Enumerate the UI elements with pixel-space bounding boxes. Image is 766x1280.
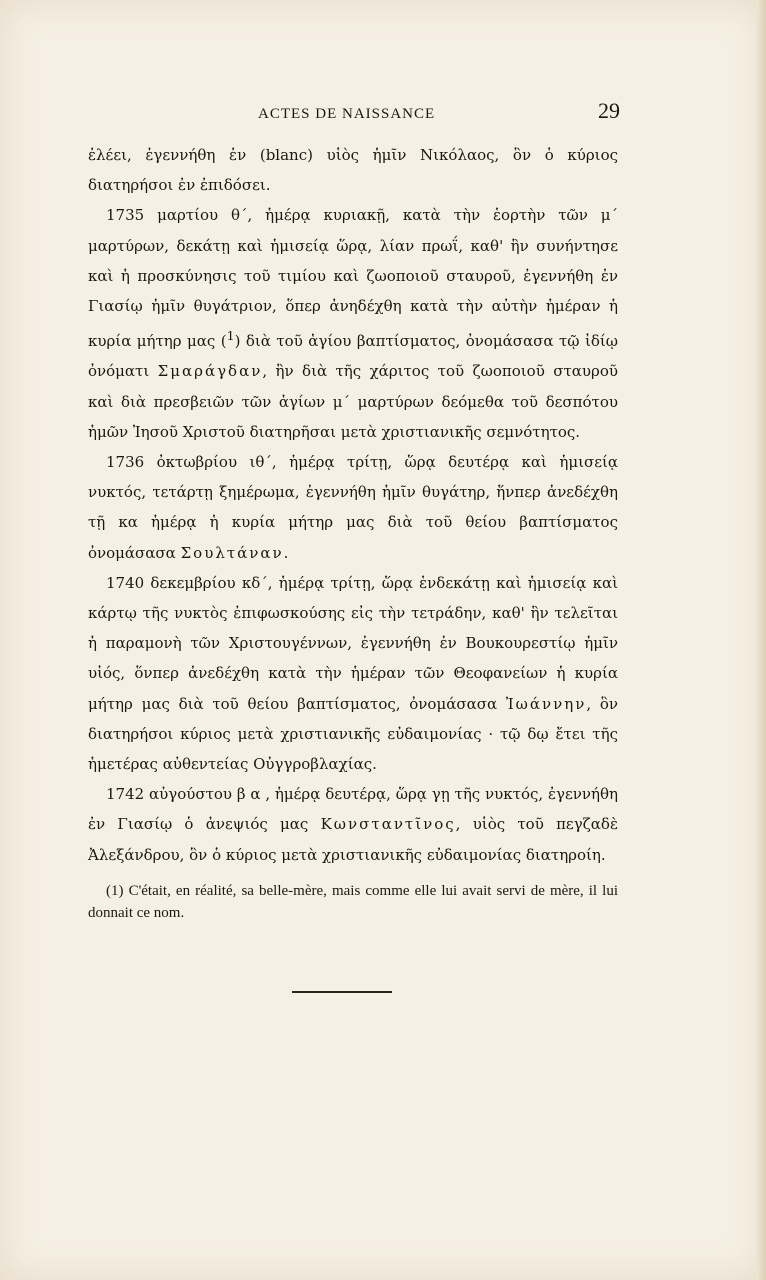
page-number: 29 bbox=[598, 98, 620, 123]
entry-1736: 1736 ὀκτωβρίου ιθ΄, ἡμέρᾳ τρίτῃ, ὥρᾳ δευτέρᾳ καὶ ἡμισείᾳ νυκτός, τετάρτῃ ξημέρωμα, ἐγεννήθη ἡμῖν θυγάτηρ, ἥνπερ ἀνεδέχθη τῇ κα ἡμέρᾳ ἡ κυρία μήτηρ μας διὰ τοῦ θείου βαπτίσματος ὀνομάσασα Σουλτάναν. bbox=[88, 453, 618, 562]
paragraph-continuation: ἐλέει, ἐγεννήθη ἐν (blanc) υἱὸς ἡμῖν Νικόλαος, ὃν ὁ κύριος διατηρήσοι ἐν ἐπιδόσει. bbox=[88, 146, 618, 195]
baptismal-name: Ἰωάννην bbox=[505, 694, 587, 713]
page-edge bbox=[756, 0, 766, 1280]
footnote-ref: 1 bbox=[226, 328, 235, 344]
main-text bbox=[88, 140, 618, 870]
footnote-text: (1) C'était, en réalité, sa belle-mère, mais comme elle lui avait servi de mère, il lui donnait ce nom. bbox=[88, 883, 618, 921]
entry-1742: 1742 αὐγούστου β α , ἡμέρᾳ δευτέρᾳ, ὥρᾳ γῃ τῆς νυκτός, ἐγεννήθη ἐν Γιασίῳ ὁ ἀνεψιός μας Κωνσταντῖνος, υἱὸς τοῦ πεγζαδὲ Ἀλεξάνδρου, ὃν ὁ κύριος μετὰ χριστιανικῆς εὐδαιμονίας διατηροίη. bbox=[88, 785, 618, 864]
end-rule bbox=[292, 991, 392, 993]
baptismal-name: Κωνσταντῖνος bbox=[320, 815, 456, 834]
footnote bbox=[88, 880, 618, 924]
page-header bbox=[90, 100, 620, 128]
entry-1735: 1735 μαρτίου θ΄, ἡμέρᾳ κυριακῇ, κατὰ τὴν ἑορτὴν τῶν μ΄ μαρτύρων, δεκάτῃ καὶ ἡμισείᾳ ὥρᾳ, λίαν πρωΐ, καθ' ἣν συνήντησε καὶ ἡ προσκύνησις τοῦ τιμίου καὶ ζωοποιοῦ σταυροῦ, ἐγεννήθη ἐν Γιασίῳ ἡμῖν θυγάτριον, ὅπερ ἀνηδέχθη κατὰ τὴν αὐτὴν ἡμέραν ἡ κυρία μήτηρ μας ($^1$) διὰ τοῦ ἁγίου βαπτίσματος, ὀνομάσασα τῷ ἰδίῳ ὀνόματι Σμαράγδαν, ἣν διὰ τῆς χάριτος τοῦ ζωοποιοῦ σταυροῦ καὶ διὰ πρεσβειῶν τῶν ἁγίων μ΄ μαρτύρων δεόμεθα τοῦ δεσπότου ἡμῶν Ἰησοῦ Χριστοῦ διατηρῆσαι μετὰ χριστιανικῆς σεμνότητος. bbox=[88, 206, 618, 441]
baptismal-name: Σουλτάναν bbox=[180, 543, 284, 562]
baptismal-name: Σμαράγδαν bbox=[157, 362, 263, 381]
entry-1740: 1740 δεκεμβρίου κδ΄, ἡμέρᾳ τρίτῃ, ὥρᾳ ἑνδεκάτῃ καὶ ἡμισείᾳ καὶ κάρτῳ τῆς νυκτὸς ἐπιφωσκούσης εἰς τὴν τετράδην, καθ' ἣν τελεῖται ἡ παραμονὴ τῶν Χριστουγέννων, ἐγεννήθη ἐν Βουκουρεστίῳ ἡμῖν υἱός, ὅνπερ ἀνεδέχθη κατὰ τὴν ἡμέραν τῶν Θεοφανείων ἡ κυρία μήτηρ μας διὰ τοῦ θείου βαπτίσματος, ὀνομάσασα Ἰωάννην, ὃν διατηρήσοι κύριος μετὰ χριστιανικῆς εὐδαιμονίας · τῷ δῳ ἔτει τῆς ἡμετέρας αὐθεντείας Οὐγγροβλαχίας. bbox=[88, 573, 618, 774]
running-title: ACTES DE NAISSANCE bbox=[258, 106, 436, 122]
